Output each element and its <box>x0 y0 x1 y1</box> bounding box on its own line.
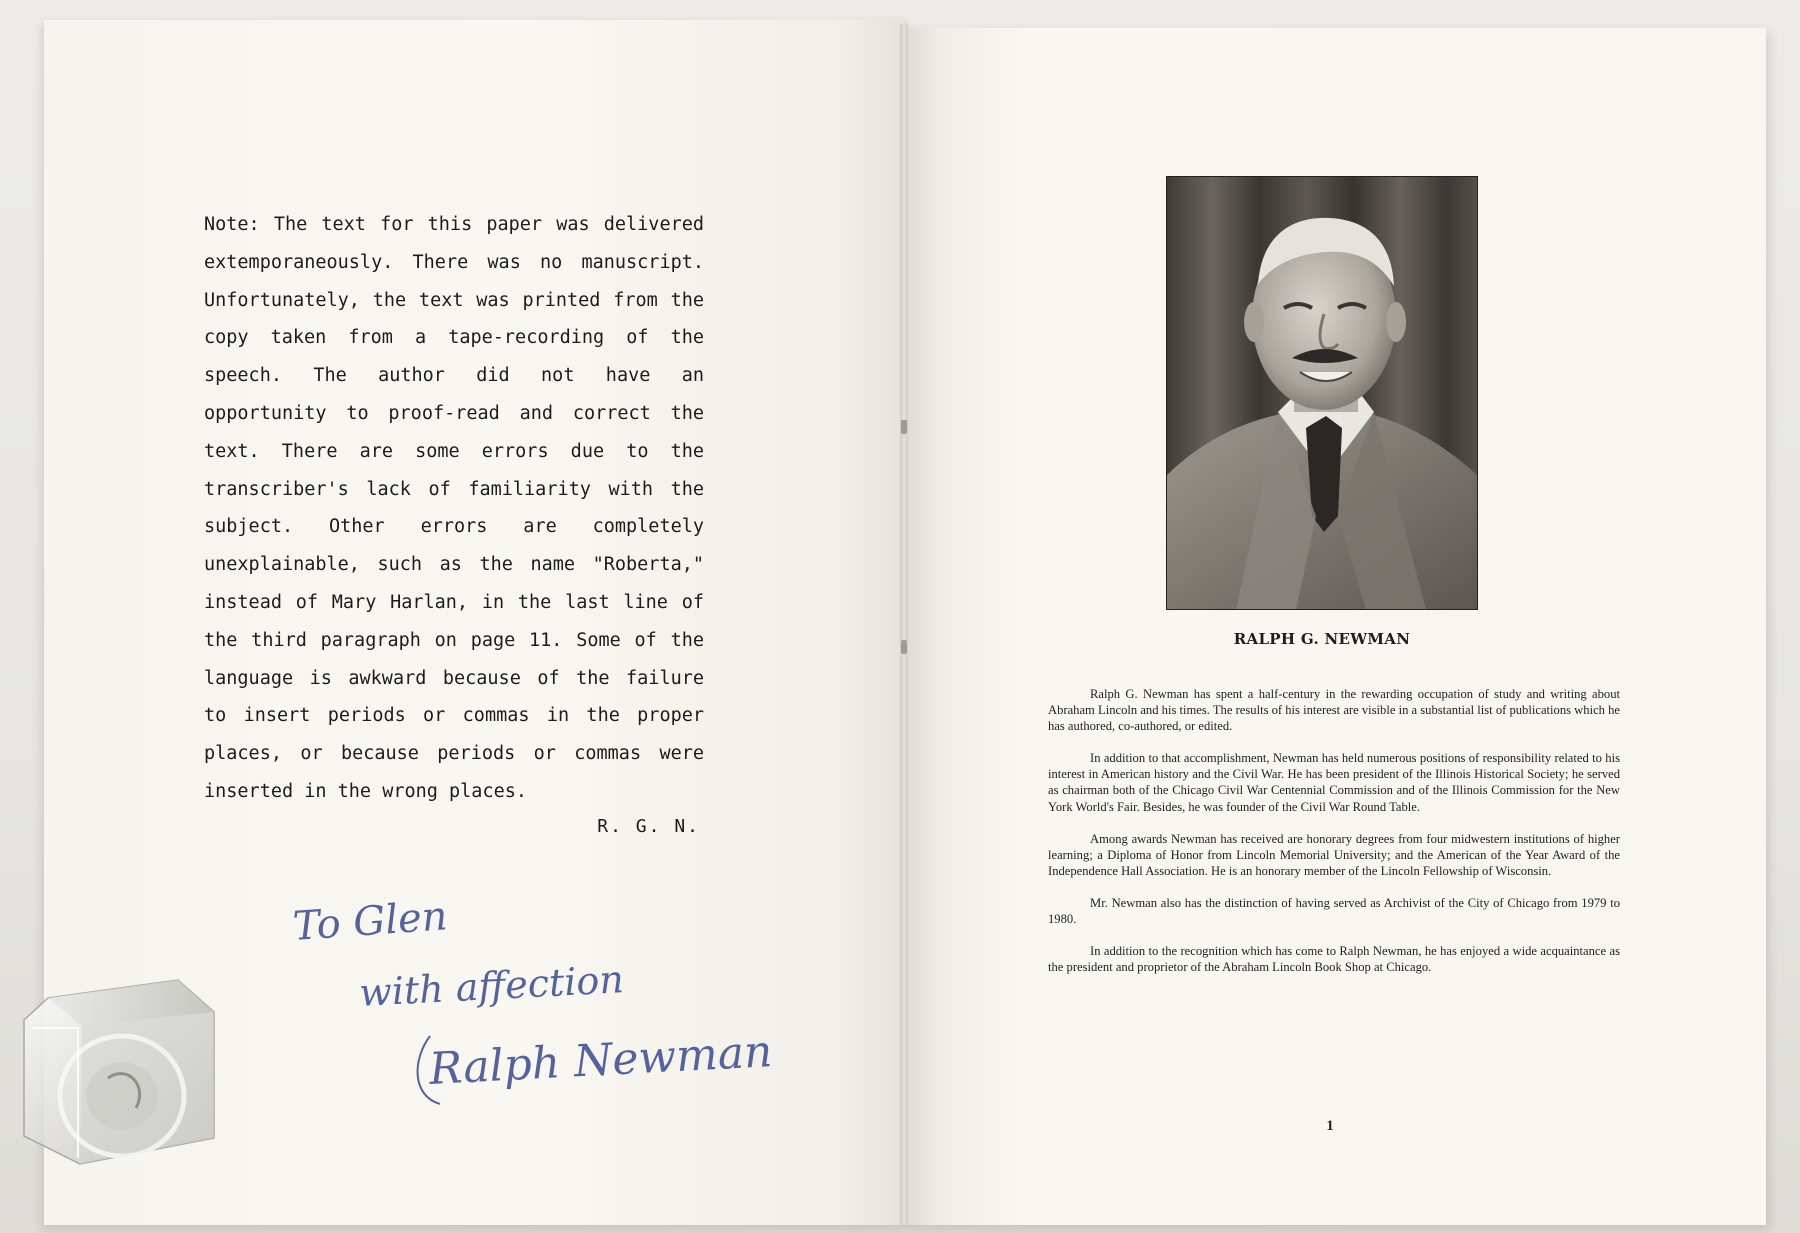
inscription-signature: Ralph Newman <box>427 1026 774 1095</box>
author-note: Note: The text for this paper was delivered extemporaneously. There was no manuscript. Unfortunately, the text was printed from the copy taken from a tape-recording of the speech. The author did not have an opportunity to proof-read and correct the text. There are some errors due to the transcriber's lack of familiarity with the subject. Other errors are completely unexplainable, such as the name "Roberta," instead of Mary Harlan, in the last line of the third paragraph on page 11. Some of the language is awkward because of the failure to insert periods or commas in the proper places, or because periods or commas were inserted in the wrong places. <box>204 214 704 802</box>
bio-paragraph: Mr. Newman also has the distinction of having served as Archivist of the City of Chicago from 1979 to 1980. <box>1048 895 1620 927</box>
inscription-line-2: with affection <box>358 957 625 1015</box>
handwritten-inscription <box>280 860 840 1120</box>
bio-paragraph: Ralph G. Newman has spent a half-century in the rewarding occupation of study and writing about Abraham Lincoln and his times. The results of his interest are visible in a substantial list of publications which he has authored, co-authored, or edited. <box>1048 687 1620 734</box>
bio-paragraph: Among awards Newman has received are honorary degrees from four midwestern institutions of higher learning; a Diploma of Honor from Lincoln Memorial University; and the American of the Year Award of the Independence Hall Association. He is an honorary member of the Lincoln Fellowship of Wisconsin. <box>1048 831 1620 878</box>
staple <box>901 640 907 654</box>
glass-cube-paperweight <box>18 968 218 1168</box>
booklet-spine <box>900 24 908 1225</box>
page-number: 1 <box>1326 1118 1334 1134</box>
staple <box>901 420 907 434</box>
portrait-caption: RALPH G. NEWMAN <box>1233 630 1411 648</box>
author-initials: R. G. N. <box>597 816 700 837</box>
biography <box>1048 686 1620 991</box>
bio-paragraph: In addition to that accomplishment, Newman has held numerous positions of responsibility related to his interest in American history and the Civil War. He has been president of the Illinois Historical Society; he served as chairman both of the Chicago Civil War Centennial Commission and of the Illinois Commission for the New York World's Fair. Besides, he was founder of the Civil War Round Table. <box>1048 751 1620 814</box>
inscription-line-1: To Glen <box>291 893 449 950</box>
bio-paragraph: In addition to the recognition which has come to Ralph Newman, he has enjoyed a wide acquaintance as the president and proprietor of the Abraham Lincoln Book Shop at Chicago. <box>1048 944 1620 975</box>
portrait-photo <box>1166 176 1478 610</box>
